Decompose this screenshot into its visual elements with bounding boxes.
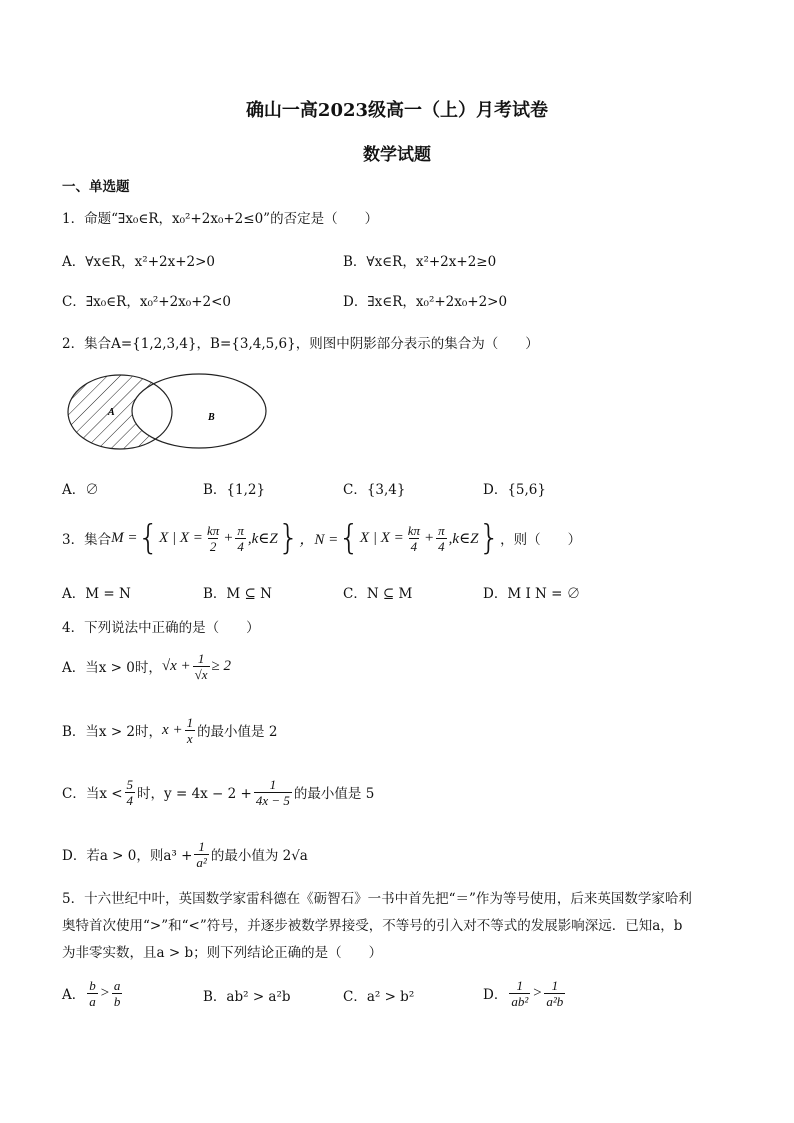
question-3-option-c: C．N ⊆ M (343, 586, 413, 602)
right-brace: } (277, 518, 300, 558)
q3-n-tail: ,k∈Z (448, 530, 479, 547)
shaded-region (62, 370, 272, 454)
question-3-option-b: B．M ⊆ N (203, 586, 272, 602)
q4a-expr: √x + (161, 657, 191, 674)
left-brace: { (338, 518, 360, 558)
q4c-prefix: C．当x < (62, 786, 123, 802)
question-1-stem: 1．命题“∃x₀∈R，x₀²+2x₀+2≤0”的否定是（ ） (62, 211, 379, 227)
q3-n-frac2: $\frac{\pi}{4}$ (438, 522, 445, 554)
question-2-stem: 2．集合A={1,2,3,4}，B={3,4,5,6}，则图中阴影部分表示的集合为（ ） (62, 336, 539, 352)
q5d-prefix: D． (483, 987, 508, 1003)
question-5-option-d (483, 972, 567, 1014)
q3-m-tail: ,k∈Z (247, 530, 278, 547)
q3-plus-1: + (223, 529, 234, 546)
question-4-option-b (62, 710, 277, 750)
venn-diagram (62, 370, 272, 454)
q3-m-body: X | X = (159, 529, 203, 546)
q3-m-frac1: $\frac{k\pi}{2}$ (206, 522, 220, 554)
question-5-line-1: 5．十六世纪中叶，英国数学家雷科德在《砺智石》一书中首先把“＝”作为等号使用，后来英国数学家哈利 (62, 891, 692, 907)
q4c-frac1: $\frac{5}{4}$ (126, 776, 134, 808)
section-heading-single-choice: 一、单选题 (62, 179, 130, 195)
q3-n-body: X | X = (359, 529, 404, 546)
q3-n-set: ，N = (299, 531, 339, 548)
question-5-option-b: B．ab² > a²b (203, 989, 291, 1005)
set-a-label: A (108, 407, 115, 418)
question-2-option-d: D．{5,6} (483, 482, 546, 498)
q3-m-frac2: $\frac{\pi}{4}$ (237, 522, 244, 554)
question-3-option-d: D．M I N = ∅ (483, 586, 581, 602)
q5a-gt: > (99, 984, 110, 1001)
q5a-prefix: A． (62, 987, 86, 1003)
question-4-option-c (62, 772, 374, 812)
question-4-option-d (62, 834, 308, 874)
question-3-stem (62, 516, 581, 560)
q3-plus-2: + (424, 529, 435, 546)
question-5-line-2: 奥特首次使用“>”和“<”符号，并逐步被数学界接受，不等号的引入对不等式的发展影响深远．已知a，b (62, 918, 683, 934)
question-2-option-b: B．{1,2} (203, 482, 266, 498)
q4c-frac2: $\frac{1}{4x - 5}$ (255, 776, 290, 808)
q3-prefix: 3．集合 (62, 532, 112, 548)
q4a-frac: $\frac{1}{√x}$ (194, 650, 208, 682)
q4b-prefix: B．当x > 2时， (62, 724, 163, 740)
q5d-frac2: $\frac{1}{\text{a²b}}$ (546, 977, 564, 1009)
q5a-frac2: $\frac{a}{b}$ (113, 977, 121, 1009)
q4a-tail: ≥ 2 (211, 657, 232, 674)
question-1-option-a: A．∀x∈R，x²+2x+2>0 (62, 254, 216, 270)
q3-n-frac1: $\frac{k\pi}{4}$ (407, 522, 421, 554)
question-4-option-a (62, 646, 231, 686)
question-4-stem: 4．下列说法中正确的是（ ） (62, 620, 260, 636)
q5d-gt: > (532, 984, 543, 1001)
question-1-option-b: B．∀x∈R，x²+2x+2≥0 (343, 254, 497, 270)
q4d-tail: 的最小值为 2√a (210, 848, 308, 864)
q5a-frac1: $\frac{b}{a}$ (89, 977, 96, 1009)
q4c-mid: 时，y = 4x − 2 + (137, 786, 252, 802)
q4a-prefix: A．当x > 0时， (62, 660, 162, 676)
question-2-option-c: C．{3,4} (343, 482, 406, 498)
question-5-option-a (62, 972, 124, 1014)
q4b-expr: x + (162, 721, 183, 738)
question-2-option-a: A．∅ (62, 482, 99, 498)
left-brace: { (137, 518, 160, 558)
q5d-frac1: $\frac{1}{\text{ab²}}$ (511, 977, 529, 1009)
q4b-frac: $\frac{1}{x}$ (186, 714, 194, 746)
q3-suffix: ，则（ ） (500, 532, 582, 548)
q4d-prefix: D．若a > 0，则a³ + (62, 848, 193, 864)
question-1-option-c: C．∃x₀∈R，x₀²+2x₀+2<0 (62, 294, 232, 310)
exam-title: 确山一高2023级高一（上）月考试卷 (245, 100, 549, 121)
question-1-option-d: D．∃x∈R，x₀²+2x₀+2>0 (343, 294, 508, 310)
q4d-frac: $\frac{1}{\text{a²}}$ (196, 838, 207, 870)
question-5-line-3: 为非零实数，且a > b；则下列结论正确的是（ ） (62, 945, 383, 961)
q3-m-set: M = (111, 529, 138, 546)
exam-subtitle: 数学试题 (363, 145, 431, 165)
q4b-tail: 的最小值是 2 (197, 724, 278, 740)
right-brace: } (478, 518, 501, 558)
set-b-label: B (208, 412, 215, 423)
q4c-tail: 的最小值是 5 (293, 786, 375, 802)
question-3-option-a: A．M = N (62, 586, 131, 602)
question-5-option-c: C．a² > b² (343, 989, 415, 1005)
